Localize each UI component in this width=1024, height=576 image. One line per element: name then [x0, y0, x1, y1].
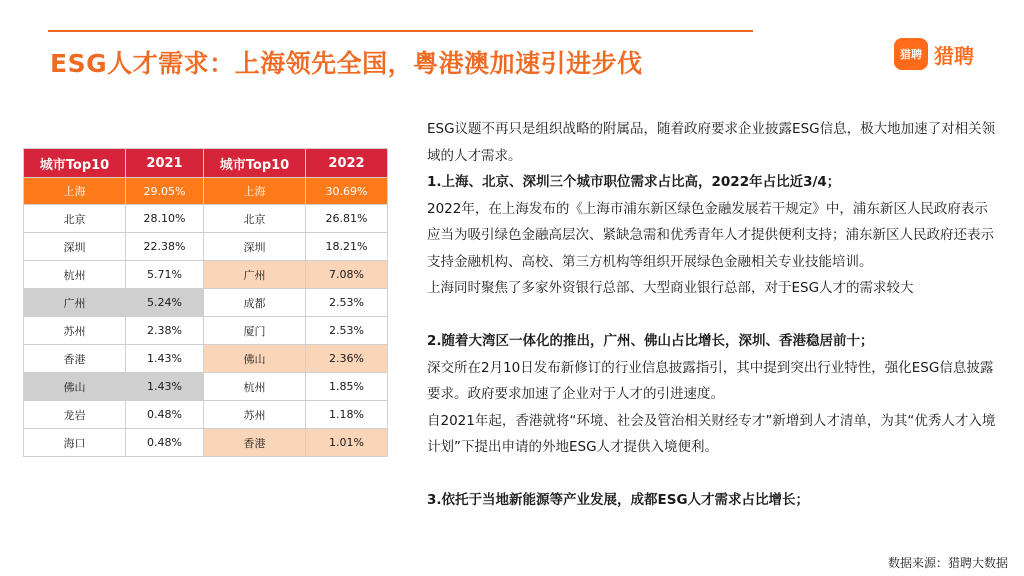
- city-ranking-table: [23, 148, 388, 457]
- header-city-2021: 城市Top10: [24, 149, 126, 178]
- point-3-heading: 3.依托于当地新能源等产业发展，成都ESG人才需求占比增长；: [427, 492, 810, 508]
- cell-city: 广州: [204, 261, 306, 289]
- point-1-heading: 1.上海、北京、深圳三个城市职位需求占比高，2022年占比近3/4；: [427, 174, 841, 190]
- table-row: [24, 233, 388, 261]
- cell-city: 杭州: [24, 261, 126, 289]
- spacer: [427, 461, 997, 488]
- title-accent-line: [48, 30, 753, 32]
- cell-value: 22.38%: [126, 233, 204, 261]
- cell-value: 1.43%: [126, 373, 204, 401]
- point-2-heading: 2.随着大湾区一体化的推出，广州、佛山占比增长，深圳、香港稳居前十；: [427, 333, 874, 349]
- analysis-text: [427, 116, 997, 514]
- cell-city: 香港: [204, 429, 306, 457]
- table-row: [24, 261, 388, 289]
- cell-city: 北京: [204, 205, 306, 233]
- liepin-logo: [894, 38, 974, 70]
- cell-value: 5.24%: [126, 289, 204, 317]
- cell-value: 2.53%: [306, 317, 388, 345]
- cell-value: 5.71%: [126, 261, 204, 289]
- cell-city: 苏州: [204, 401, 306, 429]
- logo-icon: 猎聘: [894, 38, 928, 70]
- cell-value: 1.01%: [306, 429, 388, 457]
- data-source-note: 数据来源：猎聘大数据: [888, 556, 1009, 570]
- cell-value: 29.05%: [126, 178, 204, 205]
- header-city-2022: 城市Top10: [204, 149, 306, 178]
- cell-value: 26.81%: [306, 205, 388, 233]
- intro-paragraph: ESG议题不再只是组织战略的附属品，随着政府要求企业披露ESG信息，极大地加速了对相关领域的人才需求。: [427, 121, 996, 164]
- cell-city: 海口: [24, 429, 126, 457]
- header-year-2022: 2022: [306, 149, 388, 178]
- cell-city: 广州: [24, 289, 126, 317]
- cell-value: 1.85%: [306, 373, 388, 401]
- cell-value: 30.69%: [306, 178, 388, 205]
- header-year-2021: 2021: [126, 149, 204, 178]
- cell-value: 1.18%: [306, 401, 388, 429]
- cell-value: 18.21%: [306, 233, 388, 261]
- slide-title: ESG人才需求：上海领先全国，粤港澳加速引进步伐: [50, 49, 643, 78]
- cell-city: 成都: [204, 289, 306, 317]
- cell-city: 佛山: [204, 345, 306, 373]
- cell-value: 1.43%: [126, 345, 204, 373]
- cell-city: 苏州: [24, 317, 126, 345]
- logo-text: 猎聘: [934, 43, 974, 68]
- cell-value: 7.08%: [306, 261, 388, 289]
- point-1-paragraph-a: 2022年，在上海发布的《上海市浦东新区绿色金融发展若干规定》中，浦东新区人民政府表示应当为吸引绿色金融高层次、紧缺急需和优秀青年人才提供便利支持；浦东新区人民政府还表示支持金融机构、高校、第三方机构等组织开展绿色金融相关专业技能培训。: [427, 200, 994, 270]
- table-row: [24, 178, 388, 205]
- cell-city: 杭州: [204, 373, 306, 401]
- cell-city: 深圳: [204, 233, 306, 261]
- cell-value: 2.38%: [126, 317, 204, 345]
- table-row: [24, 429, 388, 457]
- cell-city: 上海: [204, 178, 306, 205]
- cell-city: 厦门: [204, 317, 306, 345]
- cell-city: 龙岩: [24, 401, 126, 429]
- point-2-paragraph-b: 自2021年起，香港就将“环境、社会及管治相关财经专才”新增到人才清单，为其“优秀人才入境计划”下提出申请的外地ESG人才提供入境便利。: [427, 412, 996, 455]
- cell-city: 上海: [24, 178, 126, 205]
- cell-value: 2.36%: [306, 345, 388, 373]
- cell-value: 2.53%: [306, 289, 388, 317]
- cell-value: 28.10%: [126, 205, 204, 233]
- cell-city: 佛山: [24, 373, 126, 401]
- cell-value: 0.48%: [126, 401, 204, 429]
- table-row: [24, 289, 388, 317]
- cell-city: 香港: [24, 345, 126, 373]
- table-row: [24, 205, 388, 233]
- point-1-paragraph-b: 上海同时聚焦了多家外资银行总部、大型商业银行总部，对于ESG人才的需求较大: [427, 280, 914, 296]
- cell-value: 0.48%: [126, 429, 204, 457]
- table-row: [24, 373, 388, 401]
- point-2-paragraph-a: 深交所在2月10日发布新修订的行业信息披露指引，其中提到突出行业特性，强化ESG信息披露要求。政府要求加速了企业对于人才的引进速度。: [427, 359, 994, 402]
- cell-city: 北京: [24, 205, 126, 233]
- cell-city: 深圳: [24, 233, 126, 261]
- table-row: [24, 401, 388, 429]
- spacer: [427, 302, 997, 329]
- table-header-row: [24, 149, 388, 178]
- table-row: [24, 317, 388, 345]
- table-row: [24, 345, 388, 373]
